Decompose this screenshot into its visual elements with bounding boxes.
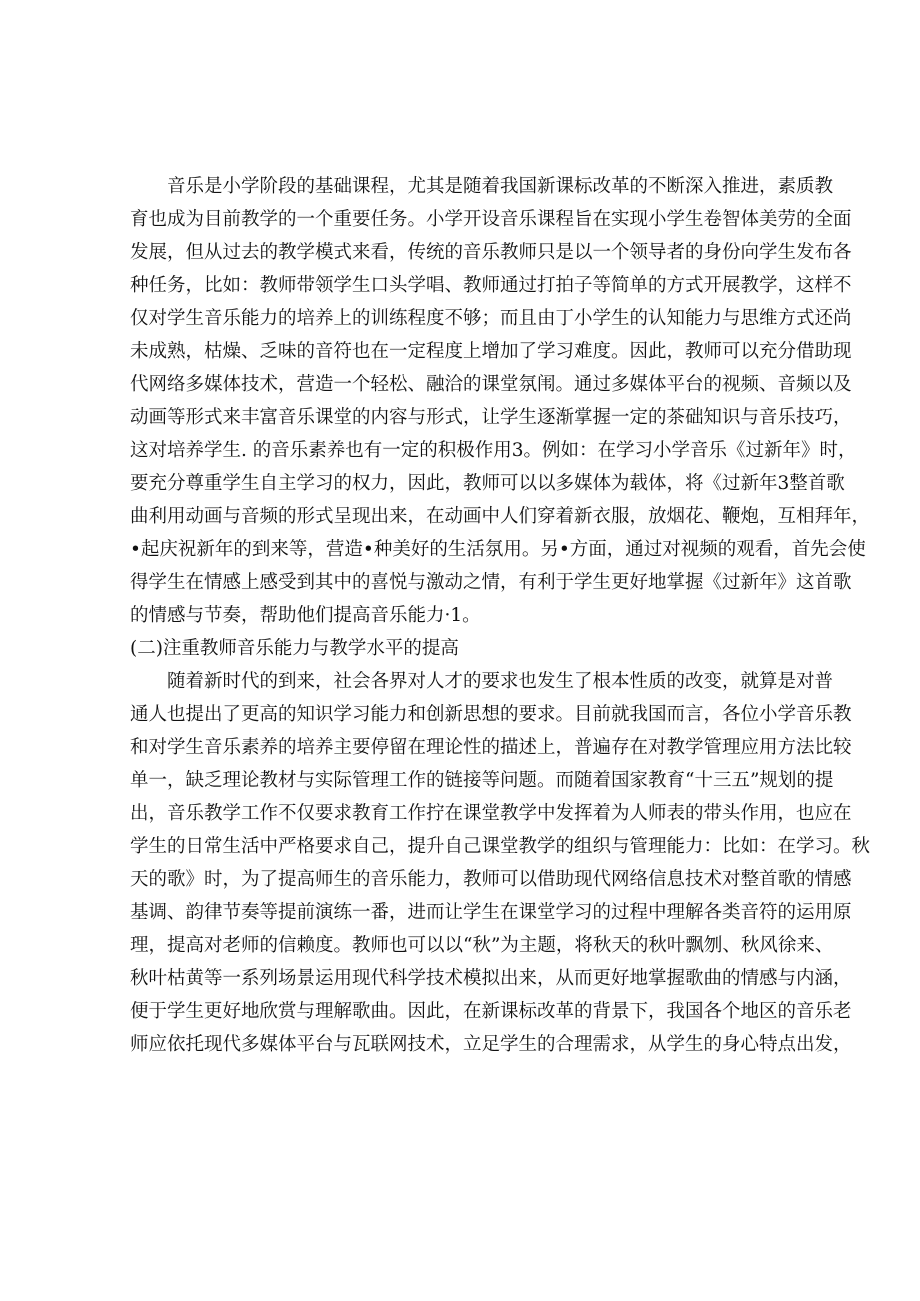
paragraph-1 [130,170,871,632]
paragraph-line: 天的歌》时，为了提高师生的音乐能力，教师可以借助现代网络信息技术对整首歌的情感 [130,869,852,890]
paragraph-line: 代网络多媒体技术，营造一个轻松、融洽的课堂氛闱。通过多媒体平台的视频、音频以及 [130,374,852,395]
paragraph-line: 秋叶枯黄等一系列场景运用现代科学技术模拟出来，从而更好地掌握歌曲的情感与内涵， [130,968,852,989]
paragraph-line: 育也成为目前教学的一个重要任务。小学开设音乐课程旨在实现小学生卷智体美劳的全面 [130,209,852,230]
paragraph-line: 种任务，比如：教师带领学生口头学唱、教师通过打拍子等简单的方式开展教学，这样不 [130,275,852,296]
paragraph-line: 动画等形式来丰富音乐课堂的内容与形式，让学生逐渐掌握一定的茶础知识与音乐技巧， [130,407,852,428]
paragraph-2 [130,665,871,1061]
paragraph-line: 仅对学生音乐能力的培养上的训练程度不够；而且由丁小学生的认知能力与思维方式还尚 [130,308,852,329]
paragraph-line: 和对学生音乐素养的培养主要停留在理论性的描述上，普遍存在对教学管理应用方法比较 [130,737,852,758]
paragraph-line: 理，提高对老师的信赖度。教师也可以以“秋”为主题，将秋天的秋叶飘刎、秋风徐来、 [130,935,834,956]
paragraph-line: 随着新时代的到来，社会各界对人才的要求也发生了根本性质的改变，就算是对普 [167,671,834,692]
section-heading: (二)注重教师音乐能力与教学水平的提高 [130,638,459,659]
paragraph-line: •起庆祝新年的到来等，营造•种美好的生活氛用。另•方面，通过对视频的观看，首先会使 [130,539,866,560]
paragraph-line: 的情感与节奏，帮助他们提高音乐能力·1。 [130,605,481,626]
body-text [130,170,871,1061]
paragraph-line: 出，音乐教学工作不仅要求教育工作拧在课堂教学中发挥着为人师表的带头作用，也应在 [130,803,852,824]
paragraph-line: 曲利用动画与音频的形式呈现出来，在动画中人们穿着新衣服，放烟花、鞭炮，互相拜年， [130,506,871,527]
paragraph-line: 未成熟，枯燥、乏味的音符也在一定程度上增加了学习难度。因此，教师可以充分借助现 [130,341,852,362]
paragraph-line: 得学生在情感上感受到其中的喜悦与激动之情，有利于学生更好地掌握《过新年》这首歌 [130,572,852,593]
paragraph-line: 这对培养学生. 的音乐素养也有一定的积极作用3。例如：在学习小学音乐《过新年》时， [130,440,857,461]
paragraph-line: 便于学生更好地欣赏与理解歌曲。因此，在新课标改革的背景下，我国各个地区的音乐老 [130,1001,852,1022]
paragraph-line: 学生的日常生活中严格要求自己，提升自己课堂教学的组织与管理能力：比如：在学习。秋 [130,836,871,857]
paragraph-line: 音乐是小学阶段的基础课程，尤其是随着我国新课标改革的不断深入推进，素质教 [167,176,834,197]
paragraph-line: 单一，缺乏理论教材与实际管理工作的链接等问题。而随着国家教育“十三五”规划的提 [130,770,834,791]
paragraph-line: 发展，但从过去的教学模式来看，传统的音乐教师只是以一个领导者的身份向学生发布各 [130,242,852,263]
paragraph-line: 要充分尊重学生自主学习的权力，因此，教师可以以多媒体为载体，将《过新年3整首歌 [130,473,845,494]
paragraph-line: 师应依托现代多媒体平台与瓦联网技术，立足学生的合理需求，从学生的身心特点出发， [130,1034,852,1055]
paragraph-line: 通人也提出了更高的知识学习能力和创新思想的要求。目前就我国而言，各位小学音乐教 [130,704,852,725]
paragraph-line: 基调、韵律节奏等提前演练一番，进而让学生在课堂学习的过程中理解各类音符的运用原 [130,902,852,923]
